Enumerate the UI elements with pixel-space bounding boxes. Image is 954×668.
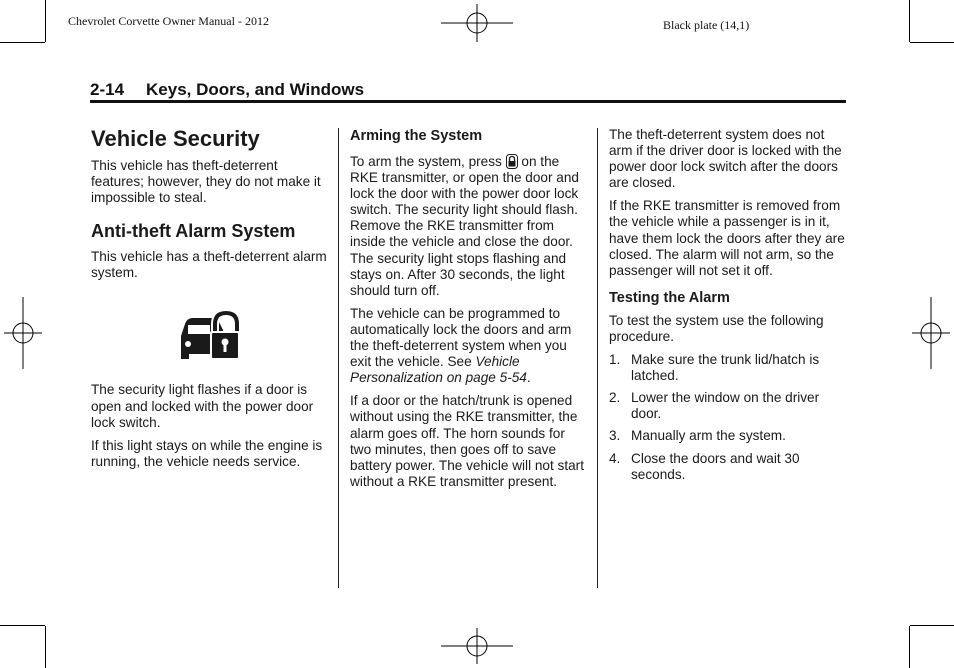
paragraph: If a door or the hatch/trunk is opened without using the RKE transmitter, the alarm goes off. The horn sounds for two minutes, then goes off to save battery power. The vehicle will not start without a RKE transmitter present. xyxy=(350,393,584,489)
section-title: Keys, Doors, and Windows xyxy=(146,80,365,99)
header-left: Chevrolet Corvette Owner Manual - 2012 xyxy=(68,14,269,28)
page-title: Vehicle Security xyxy=(91,126,260,151)
subsection-title: Testing the Alarm xyxy=(609,289,730,306)
list-text: Manually arm the system. xyxy=(631,428,786,444)
crop-mark xyxy=(0,42,45,43)
list-item xyxy=(609,352,845,384)
list-text: Make sure the trunk lid/hatch is latched. xyxy=(631,352,820,384)
crop-mark xyxy=(910,625,954,626)
crop-mark xyxy=(910,42,954,43)
section-rule xyxy=(90,100,846,103)
paragraph: This vehicle has a theft-deterrent alarm system. xyxy=(91,249,327,281)
list-text: Lower the window on the driver door. xyxy=(631,390,820,422)
registration-mark-bottom xyxy=(441,628,513,664)
list-number: 4. xyxy=(609,450,621,466)
column-1 xyxy=(91,126,329,477)
paragraph xyxy=(350,306,588,386)
paragraph: The theft-deterrent system does not arm if the driver door is locked with the power door lock switch after the doors are closed. xyxy=(609,127,842,191)
subsection-title: Anti-theft Alarm System xyxy=(91,221,296,242)
lock-button-icon xyxy=(506,154,518,169)
column-3 xyxy=(609,127,845,489)
cross-reference-link[interactable]: Vehicle Personalization on page 5-54 xyxy=(350,354,527,386)
paragraph xyxy=(350,154,588,299)
list-item xyxy=(609,390,845,422)
security-light-car-lock-icon xyxy=(179,310,241,360)
paragraph: To test the system use the following procedure. xyxy=(609,312,824,344)
text-run: . xyxy=(526,370,531,386)
text-run: on the RKE transmitter, or open the door and lock the door with the power door lock switch. The security light should flash. Remove the RKE transmitter from inside the vehicle and close the door. The security light stops flashing and stays on. After 30 seconds, the light should turn off. xyxy=(350,154,579,298)
crop-mark xyxy=(909,0,910,42)
procedure-list xyxy=(609,352,845,483)
text-run: To arm the system, press xyxy=(350,154,502,169)
list-text: Close the doors and wait 30 seconds. xyxy=(631,450,800,482)
intro-paragraph: This vehicle has theft-deterrent features; however, they do not make it impossible to steal. xyxy=(91,158,321,206)
registration-mark-left xyxy=(4,297,42,369)
text-run: The vehicle can be programmed to automatically lock the doors and arm the theft-deterrent system when you exit the vehicle. See xyxy=(350,305,572,370)
section-number: 2-14 xyxy=(90,80,125,99)
header-right: Black plate (14,1) xyxy=(663,18,750,32)
crop-mark xyxy=(45,626,46,668)
column-2 xyxy=(350,127,588,497)
security-light-figure xyxy=(91,288,329,382)
crop-mark xyxy=(45,0,46,42)
paragraph: If the RKE transmitter is removed from the vehicle while a passenger is in it, have them lock the doors after they are closed. The alarm will not arm, so the passenger will not set it off. xyxy=(609,198,845,278)
crop-mark xyxy=(909,626,910,668)
list-number: 3. xyxy=(609,428,621,444)
registration-mark-top xyxy=(441,4,513,42)
paragraph: If this light stays on while the engine is running, the vehicle needs service. xyxy=(91,437,323,469)
list-number: 1. xyxy=(609,352,621,368)
list-item xyxy=(609,428,845,444)
subsection-title: Arming the System xyxy=(350,128,483,144)
crop-mark xyxy=(0,625,45,626)
column-divider xyxy=(597,128,598,588)
registration-mark-right xyxy=(912,297,950,369)
column-divider xyxy=(338,128,339,588)
list-item xyxy=(609,451,845,483)
paragraph: The security light flashes if a door is open and locked with the power door lock switch. xyxy=(91,382,314,430)
list-number: 2. xyxy=(609,390,621,406)
section-heading xyxy=(90,80,364,100)
